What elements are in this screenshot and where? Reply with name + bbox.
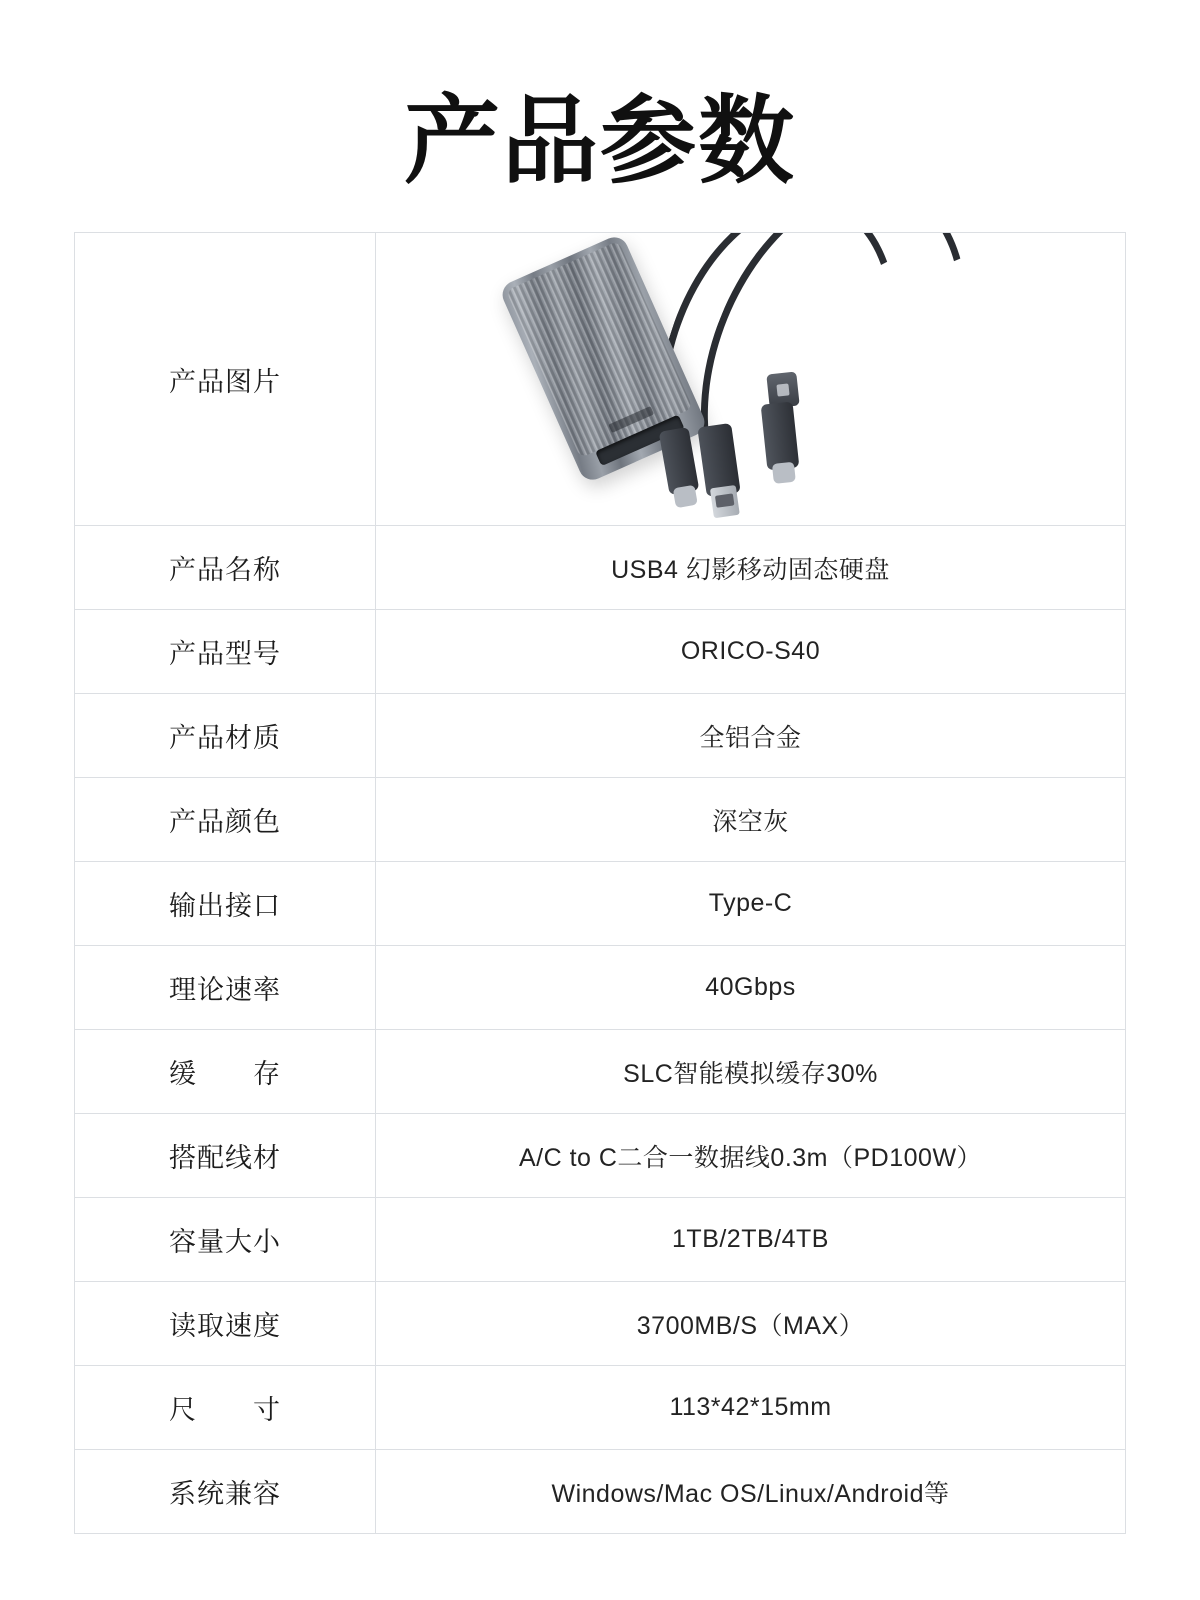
spec-label-material: 产品材质 <box>75 694 376 778</box>
type-c-connector-2-icon <box>760 402 799 471</box>
table-row <box>75 1282 1126 1366</box>
spec-table-body <box>75 233 1126 1534</box>
spec-value-bundled-cable: A/C to C二合一数据线0.3m（PD100W） <box>518 1143 983 1172</box>
spec-label-output-port: 输出接口 <box>75 862 376 946</box>
spec-label-cache: 缓 存 <box>75 1030 376 1114</box>
spec-value-material: 全铝合金 <box>699 723 802 752</box>
spec-value-product-model: ORICO-S40 <box>680 637 821 666</box>
connector-tip <box>709 485 739 518</box>
spec-value-output-port: Type-C <box>708 889 793 918</box>
table-row <box>75 233 1126 526</box>
spec-value-product-name: USB4 幻影移动固态硬盘 <box>611 555 890 584</box>
spec-label-product-image: 产品图片 <box>75 233 376 526</box>
table-row <box>75 610 1126 694</box>
spec-value-dimensions: 113*42*15mm <box>669 1393 832 1422</box>
connector-tip <box>771 462 795 484</box>
product-photo <box>376 233 1125 525</box>
spec-value-system-compatibility: Windows/Mac OS/Linux/Android等 <box>551 1479 950 1508</box>
table-row <box>75 526 1126 610</box>
table-row <box>75 778 1126 862</box>
spec-label-read-speed: 读取速度 <box>75 1282 376 1366</box>
spec-value-color: 深空灰 <box>712 807 789 836</box>
table-row <box>75 694 1126 778</box>
table-row <box>75 1198 1126 1282</box>
spec-label-theoretical-speed: 理论速率 <box>75 946 376 1030</box>
table-row <box>75 1030 1126 1114</box>
spec-label-bundled-cable: 搭配线材 <box>75 1114 376 1198</box>
spec-label-product-model: 产品型号 <box>75 610 376 694</box>
spec-label-capacity: 容量大小 <box>75 1198 376 1282</box>
table-row <box>75 1114 1126 1198</box>
spec-label-system-compatibility: 系统兼容 <box>75 1450 376 1534</box>
product-spec-table <box>74 232 1126 1534</box>
table-row <box>75 1366 1126 1450</box>
table-row <box>75 946 1126 1030</box>
table-row <box>75 862 1126 946</box>
product-illustration <box>516 233 986 525</box>
brand-logo <box>607 407 653 434</box>
spec-value-theoretical-speed: 40Gbps <box>705 973 796 1002</box>
connector-tip <box>672 485 697 509</box>
table-row <box>75 1450 1126 1534</box>
spec-value-capacity: 1TB/2TB/4TB <box>672 1225 829 1254</box>
spec-value-product-image <box>376 233 1126 526</box>
spec-label-color: 产品颜色 <box>75 778 376 862</box>
spec-value-cache: SLC智能模拟缓存30% <box>623 1059 878 1088</box>
page-title: 产品参数 <box>404 85 796 197</box>
spec-label-product-name: 产品名称 <box>75 526 376 610</box>
spec-value-read-speed: 3700MB/S（MAX） <box>636 1311 865 1340</box>
spec-label-dimensions: 尺 寸 <box>75 1366 376 1450</box>
